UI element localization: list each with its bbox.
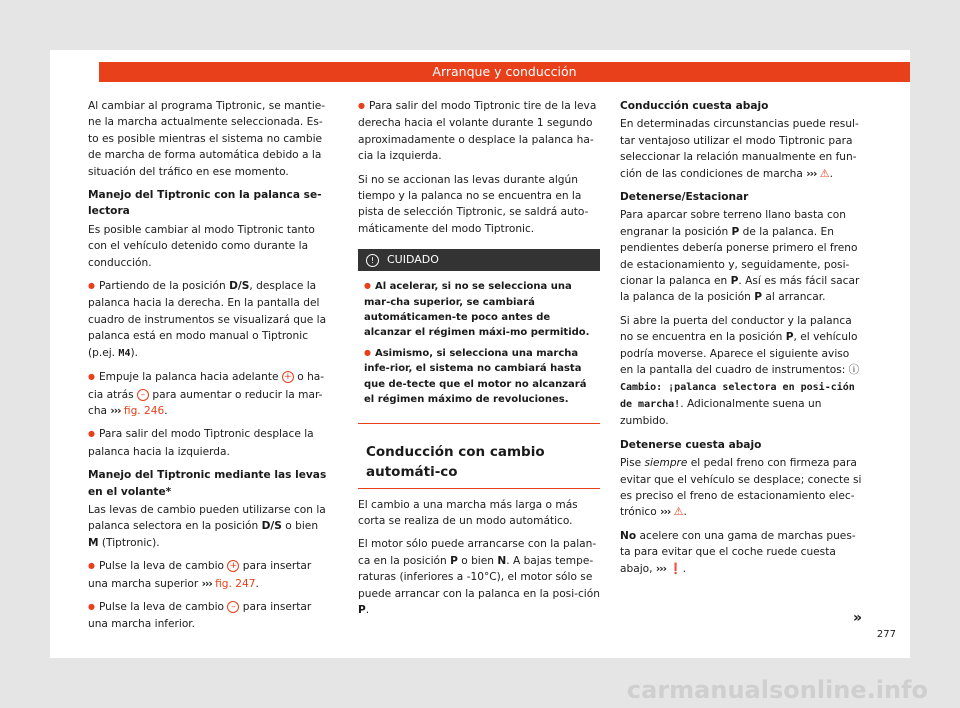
text: de la palanca. En pendientes debería ponerse primero el freno de estacionamiento y, seguidamente, posi-cionar la palanca en — [620, 225, 858, 288]
text: En determinadas circunstancias puede resul-tar ventajoso utilizar el modo Tiptronic para seleccionar la relación manualmente en fun-ción de las condiciones de marcha — [620, 118, 859, 180]
caution-item: ● Asimismo, si selecciona una marcha infe-rior, el sistema no cambiará hasta que de-tecte que el motor no alcanzará el régimen máximo de revoluciones. — [364, 346, 594, 408]
reference-arrow: ››› — [660, 506, 671, 519]
text: . — [365, 603, 370, 616]
figure-link[interactable]: fig. 246 — [123, 404, 165, 417]
text: Las levas de cambio pueden utilizarse con la palanca selectora en la posición — [88, 503, 326, 533]
text: . A bajas tempe-raturas (inferiores a -10°C), el motor sólo se puede arrancar con la palanca en la posi-ción — [358, 554, 600, 600]
text: El motor sólo puede arrancarse con la palan-ca en la posición — [358, 538, 597, 567]
text: . — [255, 577, 259, 590]
reference-arrow: ››› — [806, 167, 817, 180]
gear-position: P — [731, 225, 740, 238]
paragraph — [358, 536, 600, 618]
bullet-item — [88, 278, 328, 362]
gear-position: P — [358, 603, 366, 616]
text: al arrancar. — [762, 291, 826, 304]
caution-item: ● Al acelerar, si no se selecciona una mar-cha superior, se cambiará automáticamen-te poco antes de alcanzar el régimen máxi-mo permitido. — [364, 279, 594, 341]
paragraph — [88, 502, 328, 551]
gear-position: N — [497, 554, 507, 567]
text: Pulse la leva de cambio — [98, 600, 228, 613]
text: para aumentar o reducir la mar-cha — [88, 388, 323, 417]
plus-icon: + — [227, 560, 239, 572]
warning-triangle-icon[interactable]: ⚠ — [673, 505, 684, 519]
paragraph: Al cambiar al programa Tiptronic, se mantie-ne la marcha actualmente seleccionada. Es-to es posible mientras el sistema no cambie de marcha de forma automática debido a la situación del tráfico en ese momento. — [88, 100, 326, 178]
bullet-item: ● Para salir del modo Tiptronic tire de la leva derecha hacia el volante durante 1 segundo aproximadamente o desplace la palanca ha-cia la izquierda. — [358, 98, 600, 165]
plus-icon: + — [282, 371, 294, 383]
paragraph: Es posible cambiar al modo Tiptronic tanto con el vehículo detenido como durante la conducción. — [88, 223, 315, 269]
section-heading: Conducción con cambio automáti-co — [358, 438, 600, 489]
text: . — [164, 404, 168, 417]
paragraph: Pise siempre el pedal freno con firmeza para evitar que el vehículo se desplace; conecte si es preciso el freno de estacionamiento elec-trónico ››› ⚠. — [620, 457, 862, 519]
text: , desplace la palanca hacia la derecha. En la pantalla del cuadro de instrumentos se visualizará que la palanca está en modo manual o Tiptronic (p.ej. — [88, 280, 327, 359]
gear-position: D/S — [261, 520, 282, 533]
bullet-item: ● Para salir del modo Tiptronic desplace la palanca hacia la izquierda. — [88, 426, 328, 460]
text: . Así es más fácil sacar la palanca de la posición — [620, 275, 860, 304]
text: Pise — [620, 457, 645, 470]
column-3 — [620, 98, 862, 584]
caution-box — [358, 249, 600, 423]
caution-icon: ! — [366, 254, 379, 267]
text: ). — [130, 346, 138, 359]
info-icon[interactable]: ❗ — [669, 562, 683, 575]
reference-arrow: ››› — [655, 562, 666, 575]
continue-marker: » — [852, 610, 862, 626]
text: Si abre la puerta del conductor y la palanca no se encuentra en la posición — [620, 314, 852, 344]
gear-position: D/S — [229, 280, 250, 293]
paragraph — [620, 207, 862, 305]
caution-body — [358, 271, 600, 422]
text: . Adicionalmente suena un zumbido. — [620, 397, 822, 428]
minus-icon: – — [227, 601, 239, 613]
gear-position: P — [730, 275, 739, 288]
text: o bien — [281, 520, 319, 533]
paragraph: En determinadas circunstancias puede resul-tar ventajoso utilizar el modo Tiptronic para seleccionar la relación manualmente en fun-ción de las condiciones de marcha ››› ⚠. — [620, 118, 859, 180]
bullet-item — [88, 599, 328, 633]
bullet-item — [88, 369, 328, 419]
text: para insertar una marcha inferior. — [88, 600, 312, 631]
text: Para aparcar sobre terreno llano basta con engranar la posición — [620, 209, 846, 238]
caution-title: CUIDADO — [387, 253, 439, 267]
watermark: carmanualsonline.info — [626, 676, 928, 704]
caution-header — [358, 249, 600, 271]
text: acelere con una gama de marchas pues-ta para evitar que el coche ruede cuesta abajo, — [620, 529, 856, 575]
subheading: Detenerse cuesta abajo — [620, 438, 762, 451]
text: Partiendo de la posición — [98, 280, 230, 293]
paragraph: El cambio a una marcha más larga o más corta se realiza de un modo automático. — [358, 498, 578, 527]
figure-link[interactable]: fig. 247 — [215, 577, 256, 590]
gear-position: P — [754, 291, 763, 304]
text: el pedal freno con firmeza para evitar que el vehículo se desplace; conecte si es preciso el freno de estacionamiento elec-trónico — [620, 457, 862, 519]
paragraph — [620, 313, 862, 430]
subheading: Detenerse/Estacionar — [620, 191, 749, 204]
text: o bien — [457, 554, 498, 567]
info-icon: ⓘ — [848, 364, 860, 377]
reference-arrow: ››› — [110, 404, 121, 417]
text: , el vehículo podría moverse. Aparece el siguiente aviso en la pantalla del cuadro de instrumentos: — [620, 331, 858, 377]
column-1 — [88, 98, 328, 640]
text: Empuje la palanca hacia adelante — [98, 371, 282, 384]
text: o ha-cia atrás — [88, 371, 325, 401]
gear-position: P — [450, 554, 458, 567]
minus-icon: – — [137, 389, 149, 401]
emphasis: siempre — [644, 457, 688, 470]
paragraph: No acelere con una gama de marchas pues-ta para evitar que el coche ruede cuesta abajo, ››› ❗. — [620, 529, 856, 575]
display-message: Cambio: ¡palanca selectora en posi-ción de marcha! — [620, 381, 855, 410]
gear-position: M — [88, 536, 99, 549]
page-header: Arranque y conducción — [99, 62, 910, 82]
page-number: 277 — [876, 629, 896, 640]
emphasis: No — [620, 529, 637, 542]
subheading: Conducción cuesta abajo — [620, 100, 769, 112]
gear-position: P — [785, 331, 794, 344]
text: (Tiptronic). — [98, 536, 160, 549]
bullet-item — [88, 558, 328, 592]
warning-triangle-icon[interactable]: ⚠ — [819, 166, 830, 180]
subheading: Manejo del Tiptronic mediante las levas en el volante* — [88, 469, 327, 498]
column-2 — [358, 98, 600, 625]
subheading: Manejo del Tiptronic con la palanca se-lectora — [88, 189, 322, 218]
reference-arrow: ››› — [201, 577, 212, 590]
manual-page — [50, 50, 910, 658]
text: Pulse la leva de cambio — [98, 560, 228, 573]
paragraph: Si no se accionan las levas durante algún tiempo y la palanca no se encuentra en la pista de selección Tiptronic, se saldrá auto-máticamente del modo Tiptronic. — [358, 173, 589, 235]
text: para insertar una marcha superior — [88, 560, 312, 590]
display-code: M4 — [118, 347, 131, 359]
